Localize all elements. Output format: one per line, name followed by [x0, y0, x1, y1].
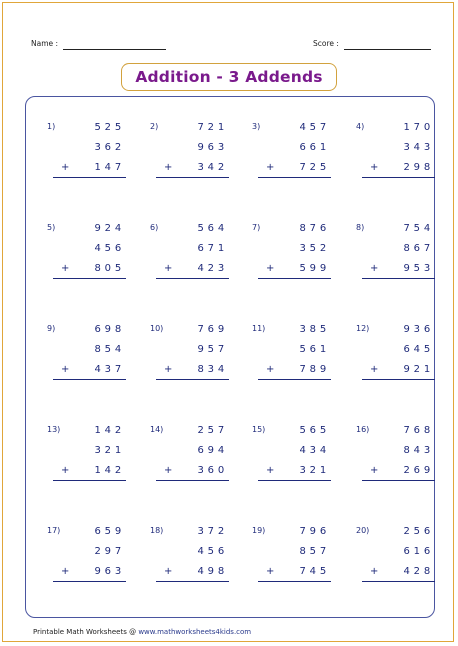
addend-1: 257 [197, 425, 228, 436]
problem-10 [150, 324, 250, 404]
problem-11 [252, 324, 352, 404]
addend-2: 456 [197, 546, 228, 557]
problem-number: 8) [356, 223, 365, 232]
answer-line [362, 379, 435, 380]
addend-1: 659 [94, 526, 125, 537]
plus-sign: + [61, 263, 70, 274]
problem-19 [252, 526, 352, 606]
answer-line [156, 581, 229, 582]
addend-2: 434 [299, 445, 330, 456]
plus-sign: + [61, 162, 70, 173]
addend-3: 360 [197, 465, 228, 476]
problem-12 [356, 324, 456, 404]
addend-1: 372 [197, 526, 228, 537]
addend-2: 854 [94, 344, 125, 355]
addend-3: 789 [299, 364, 330, 375]
problem-number: 20) [356, 526, 370, 535]
answer-line [53, 278, 126, 279]
plus-sign: + [370, 263, 379, 274]
addend-2: 694 [197, 445, 228, 456]
answer-line [53, 177, 126, 178]
addend-3: 805 [94, 263, 125, 274]
footer [33, 628, 251, 636]
problem-number: 12) [356, 324, 370, 333]
addend-2: 857 [299, 546, 330, 557]
problem-number: 19) [252, 526, 266, 535]
problem-number: 11) [252, 324, 266, 333]
problem-1 [47, 122, 147, 202]
plus-sign: + [370, 465, 379, 476]
answer-line [156, 177, 229, 178]
addend-1: 754 [403, 223, 434, 234]
addend-1: 457 [299, 122, 330, 133]
problem-5 [47, 223, 147, 303]
problem-number: 5) [47, 223, 56, 232]
problem-4 [356, 122, 456, 202]
answer-line [53, 480, 126, 481]
addend-1: 698 [94, 324, 125, 335]
answer-line [53, 581, 126, 582]
problem-number: 2) [150, 122, 159, 131]
addend-1: 769 [197, 324, 228, 335]
addend-1: 256 [403, 526, 434, 537]
addend-3: 963 [94, 566, 125, 577]
name-blank-line [63, 49, 166, 50]
plus-sign: + [370, 162, 379, 173]
problem-15 [252, 425, 352, 505]
addend-1: 170 [403, 122, 434, 133]
problem-number: 1) [47, 122, 56, 131]
problem-17 [47, 526, 147, 606]
score-label: Score : [313, 39, 339, 48]
addend-2: 957 [197, 344, 228, 355]
addend-3: 725 [299, 162, 330, 173]
addend-3: 269 [403, 465, 434, 476]
plus-sign: + [164, 566, 173, 577]
addend-1: 142 [94, 425, 125, 436]
problem-number: 18) [150, 526, 164, 535]
title-banner [121, 63, 337, 91]
plus-sign: + [370, 364, 379, 375]
page-title: Addition - 3 Addends [135, 68, 323, 86]
problem-number: 9) [47, 324, 56, 333]
problem-number: 3) [252, 122, 261, 131]
worksheet-page [2, 2, 454, 642]
addend-2: 343 [403, 142, 434, 153]
problem-2 [150, 122, 250, 202]
answer-line [362, 581, 435, 582]
plus-sign: + [266, 566, 275, 577]
answer-line [362, 177, 435, 178]
problem-3 [252, 122, 352, 202]
plus-sign: + [266, 364, 275, 375]
problem-number: 6) [150, 223, 159, 232]
plus-sign: + [164, 162, 173, 173]
plus-sign: + [61, 566, 70, 577]
addend-1: 565 [299, 425, 330, 436]
answer-line [258, 177, 331, 178]
plus-sign: + [164, 263, 173, 274]
addend-3: 745 [299, 566, 330, 577]
addend-1: 768 [403, 425, 434, 436]
addend-2: 321 [94, 445, 125, 456]
problem-8 [356, 223, 456, 303]
answer-line [362, 278, 435, 279]
addend-3: 498 [197, 566, 228, 577]
addend-2: 963 [197, 142, 228, 153]
answer-line [258, 278, 331, 279]
problem-14 [150, 425, 250, 505]
addend-3: 423 [197, 263, 228, 274]
addend-2: 661 [299, 142, 330, 153]
addend-1: 525 [94, 122, 125, 133]
name-label: Name : [31, 39, 59, 48]
addend-3: 599 [299, 263, 330, 274]
addend-1: 936 [403, 324, 434, 335]
addend-2: 867 [403, 243, 434, 254]
addend-2: 297 [94, 546, 125, 557]
answer-line [362, 480, 435, 481]
answer-line [156, 278, 229, 279]
problem-6 [150, 223, 250, 303]
addend-3: 921 [403, 364, 434, 375]
addend-3: 437 [94, 364, 125, 375]
addend-3: 834 [197, 364, 228, 375]
addend-3: 342 [197, 162, 228, 173]
problem-number: 15) [252, 425, 266, 434]
problem-18 [150, 526, 250, 606]
answer-line [258, 581, 331, 582]
problem-16 [356, 425, 456, 505]
plus-sign: + [266, 465, 275, 476]
footer-url: www.mathworksheets4kids.com [138, 628, 252, 636]
answer-line [258, 480, 331, 481]
addend-2: 843 [403, 445, 434, 456]
addend-3: 321 [299, 465, 330, 476]
addend-2: 671 [197, 243, 228, 254]
addend-1: 385 [299, 324, 330, 335]
addend-1: 564 [197, 223, 228, 234]
problem-9 [47, 324, 147, 404]
plus-sign: + [61, 465, 70, 476]
addend-2: 616 [403, 546, 434, 557]
answer-line [156, 480, 229, 481]
addend-2: 645 [403, 344, 434, 355]
problem-20 [356, 526, 456, 606]
plus-sign: + [266, 263, 275, 274]
answer-line [258, 379, 331, 380]
problem-number: 13) [47, 425, 61, 434]
plus-sign: + [164, 364, 173, 375]
addend-3: 298 [403, 162, 434, 173]
addend-3: 953 [403, 263, 434, 274]
problem-number: 14) [150, 425, 164, 434]
plus-sign: + [164, 465, 173, 476]
addend-2: 362 [94, 142, 125, 153]
problem-number: 7) [252, 223, 261, 232]
problem-number: 17) [47, 526, 61, 535]
addend-2: 456 [94, 243, 125, 254]
addend-1: 876 [299, 223, 330, 234]
problem-number: 4) [356, 122, 365, 131]
answer-line [156, 379, 229, 380]
addend-2: 352 [299, 243, 330, 254]
addend-1: 796 [299, 526, 330, 537]
answer-line [53, 379, 126, 380]
addend-3: 147 [94, 162, 125, 173]
footer-prefix: Printable Math Worksheets @ [33, 628, 137, 636]
problem-number: 16) [356, 425, 370, 434]
addend-3: 142 [94, 465, 125, 476]
addend-1: 924 [94, 223, 125, 234]
score-blank-line [344, 49, 431, 50]
plus-sign: + [266, 162, 275, 173]
addend-2: 561 [299, 344, 330, 355]
addend-1: 721 [197, 122, 228, 133]
plus-sign: + [370, 566, 379, 577]
problem-7 [252, 223, 352, 303]
plus-sign: + [61, 364, 70, 375]
addend-3: 428 [403, 566, 434, 577]
problem-13 [47, 425, 147, 505]
problem-number: 10) [150, 324, 164, 333]
